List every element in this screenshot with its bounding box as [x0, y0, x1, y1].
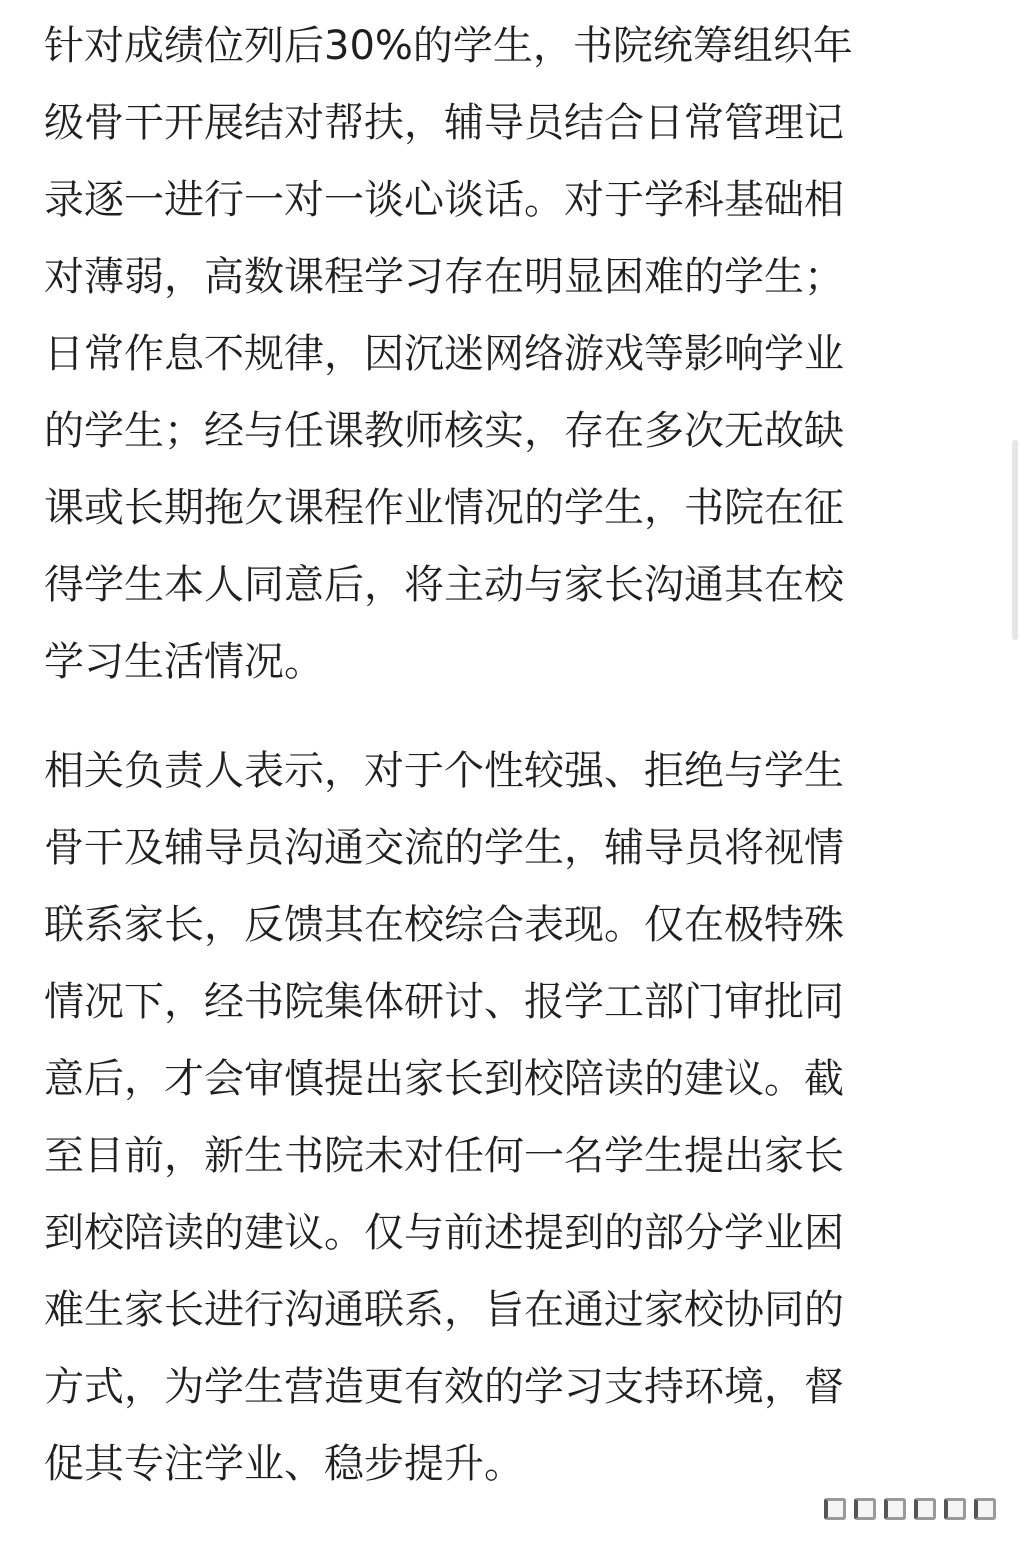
text-line: 日常作息不规律，因沉迷网络游戏等影响学业: [44, 331, 844, 377]
text-line: 方式，为学生营造更有效的学习支持环境，督: [44, 1364, 844, 1410]
text-line: 情况下，经书院集体研讨、报学工部门审批同: [44, 979, 844, 1025]
watermark-icon: [824, 1498, 846, 1520]
text-line: 的学生；经与任课教师核实，存在多次无故缺: [44, 408, 844, 454]
text-line: 录逐一进行一对一谈心谈话。对于学科基础相: [44, 177, 844, 223]
scrollbar-thumb[interactable]: [1012, 440, 1018, 640]
watermark-icon: [854, 1498, 876, 1520]
text-line: 学习生活情况。: [44, 639, 324, 685]
watermark-icon: [914, 1498, 936, 1520]
text-line: 意后，才会审慎提出家长到校陪读的建议。截: [44, 1056, 844, 1102]
paragraph-1: [44, 8, 976, 701]
text-line: 至目前，新生书院未对任何一名学生提出家长: [44, 1133, 844, 1179]
text-line: 对薄弱，高数课程学习存在明显困难的学生；: [44, 254, 844, 300]
article-body: [44, 8, 976, 1503]
text-line: 级骨干开展结对帮扶，辅导员结合日常管理记: [44, 100, 844, 146]
text-line: 相关负责人表示，对于个性较强、拒绝与学生: [44, 748, 844, 794]
text-line: 促其专注学业、稳步提升。: [44, 1441, 524, 1487]
text-line: 到校陪读的建议。仅与前述提到的部分学业困: [44, 1210, 844, 1256]
text-line: 联系家长，反馈其在校综合表现。仅在极特殊: [44, 902, 844, 948]
watermark-icon: [824, 1494, 996, 1524]
paragraph-2: [44, 733, 976, 1503]
text-line: 骨干及辅导员沟通交流的学生，辅导员将视情: [44, 825, 844, 871]
text-line: 针对成绩位列后30%的学生，书院统筹组织年: [44, 23, 853, 69]
text-line: 课或长期拖欠课程作业情况的学生，书院在征: [44, 485, 844, 531]
watermark-icon: [974, 1498, 996, 1520]
watermark-icon: [944, 1498, 966, 1520]
watermark-icon: [884, 1498, 906, 1520]
text-line: 难生家长进行沟通联系，旨在通过家校协同的: [44, 1287, 844, 1333]
text-line: 得学生本人同意后，将主动与家长沟通其在校: [44, 562, 844, 608]
